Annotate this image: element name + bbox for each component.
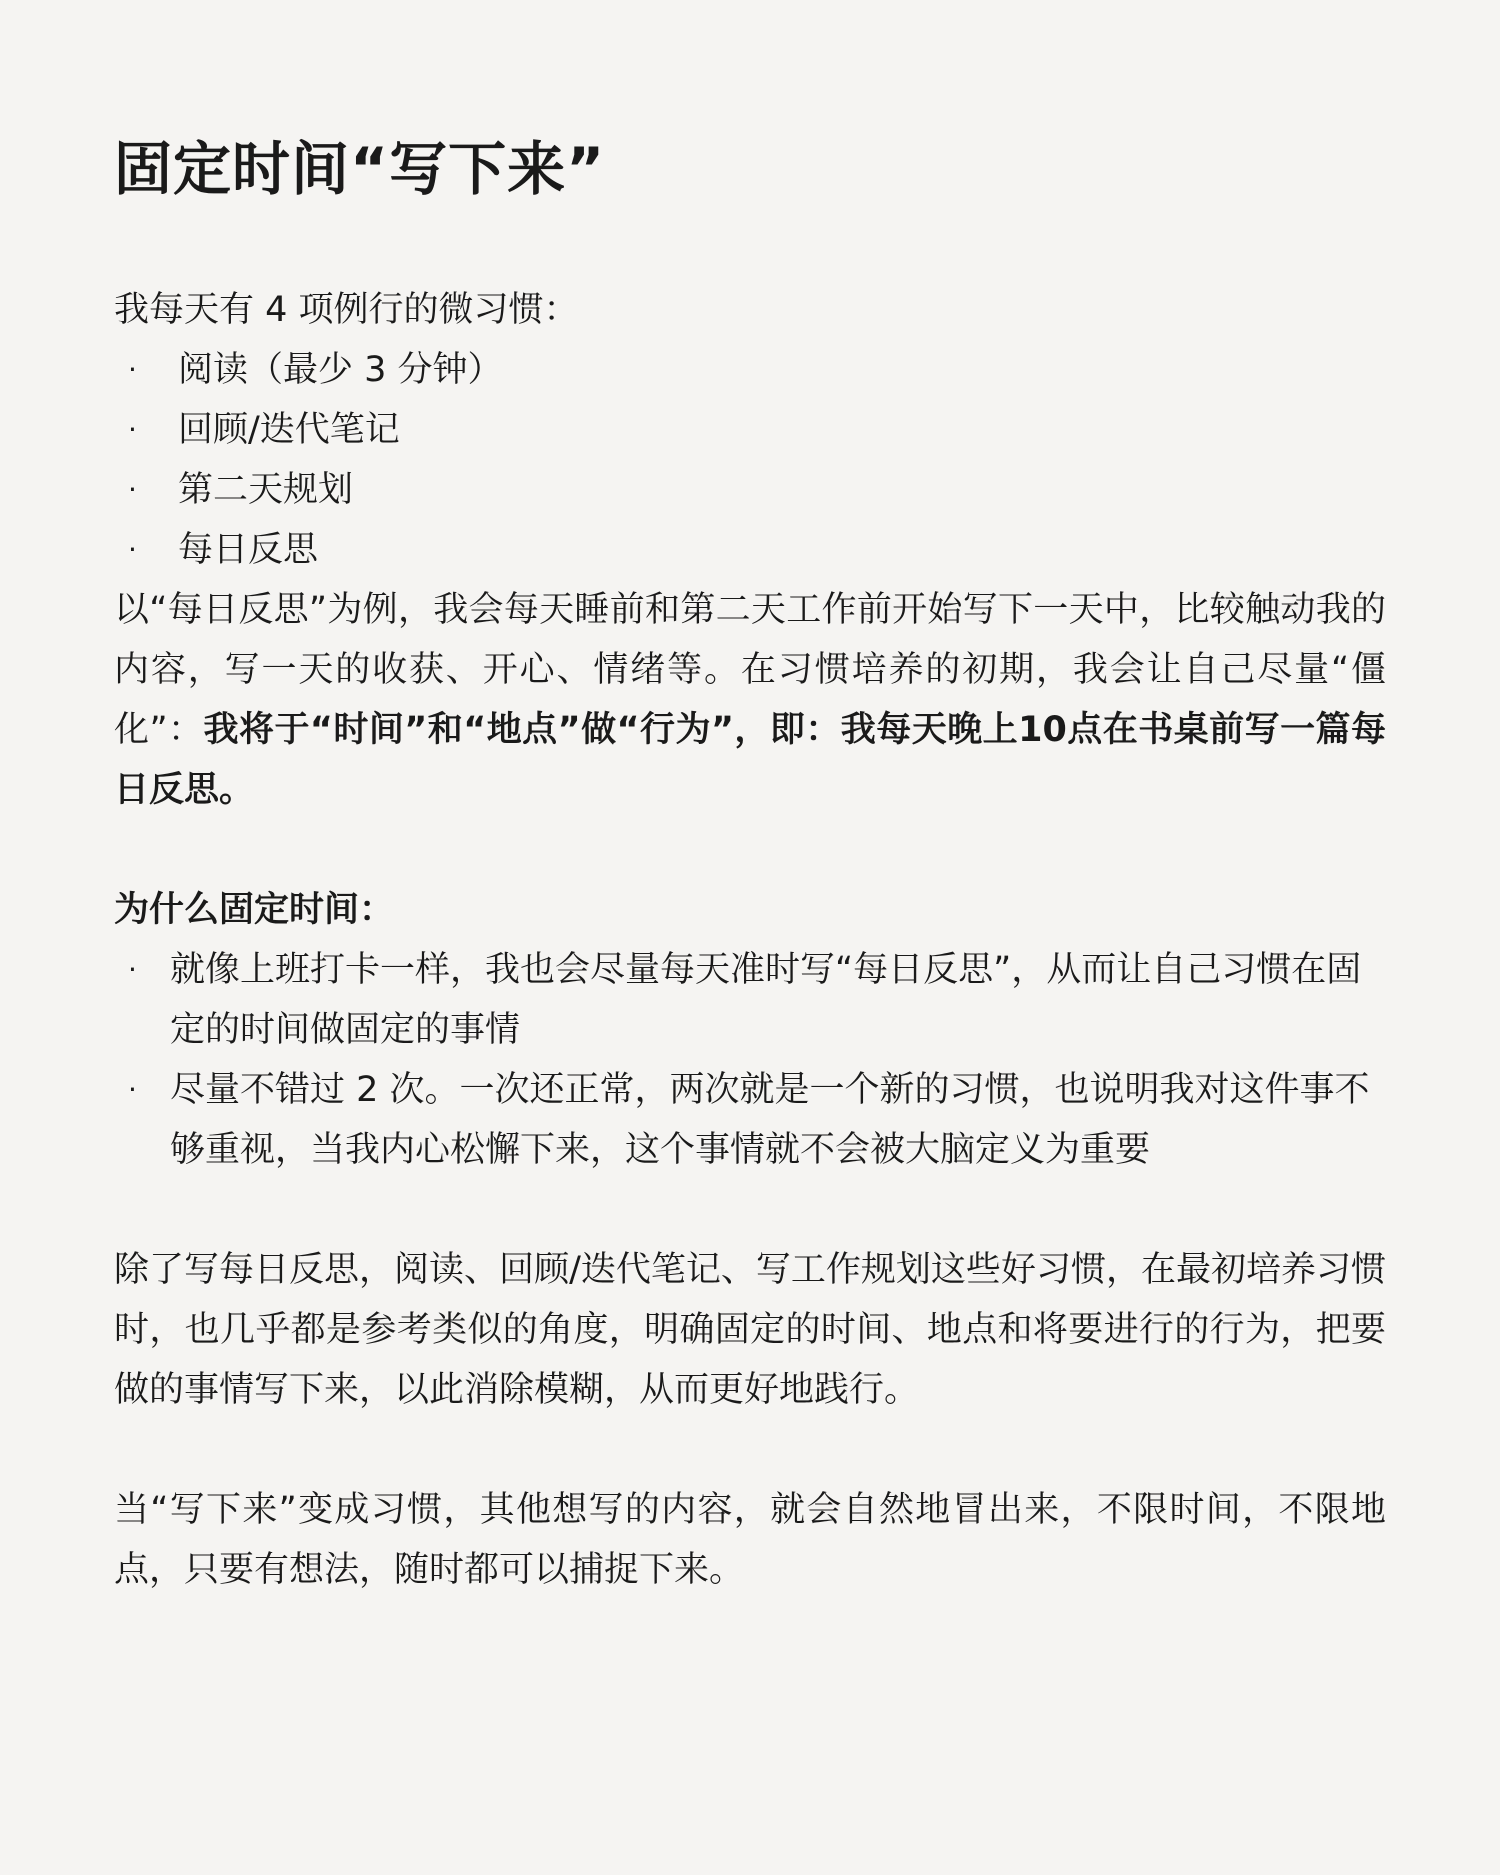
- habit-label: 第二天规划: [178, 470, 354, 510]
- list-item: [114, 940, 1386, 1060]
- bullet-icon: ·: [128, 953, 137, 986]
- example-paragraph: [114, 580, 1386, 820]
- list-item: [114, 460, 1386, 520]
- habit-label: 阅读（最少 3 分钟）: [178, 350, 503, 390]
- example-commitment: 我将于“时间”和“地点”做“行为”，即：我每天晚上10点在书桌前写一篇每日反思。: [114, 710, 1386, 810]
- why-heading: 为什么固定时间：: [114, 890, 395, 930]
- bullet-icon: ·: [128, 413, 137, 446]
- habit-label: 每日反思: [178, 530, 319, 570]
- list-item: [114, 400, 1386, 460]
- list-item: [114, 340, 1386, 400]
- habits-intro: 我每天有 4 项例行的微习惯：: [114, 290, 579, 330]
- summary-paragraph: 除了写每日反思，阅读、回顾/迭代笔记、写工作规划这些好习惯，在最初培养习惯时，也几乎都是参考类似的角度，明确固定的时间、地点和将要进行的行为，把要做的事情写下来，以此消除模糊，从而更好地践行。: [114, 1250, 1386, 1410]
- habit-label: 回顾/迭代笔记: [178, 410, 400, 450]
- reasons-list: [114, 940, 1386, 1180]
- reason-text: 尽量不错过 2 次。一次还正常，两次就是一个新的习惯，也说明我对这件事不够重视，当我内心松懈下来，这个事情就不会被大脑定义为重要: [170, 1070, 1370, 1170]
- bullet-icon: ·: [128, 353, 137, 386]
- bullet-icon: ·: [128, 1073, 137, 1106]
- page-title: 固定时间“写下来”: [114, 135, 606, 203]
- reason-text: 就像上班打卡一样，我也会尽量每天准时写“每日反思”，从而让自己习惯在固定的时间做固定的事情: [170, 950, 1362, 1050]
- bullet-icon: ·: [128, 533, 137, 566]
- closing-paragraph: 当“写下来”变成习惯，其他想写的内容，就会自然地冒出来，不限时间，不限地点，只要有想法，随时都可以捕捉下来。: [114, 1490, 1386, 1590]
- list-item: [114, 1060, 1386, 1180]
- list-item: [114, 520, 1386, 580]
- bullet-icon: ·: [128, 473, 137, 506]
- habits-list: [114, 340, 1386, 580]
- example-text: 以“每日反思”为例，我会每天睡前和第二天工作前开始写下一天中，比较触动我的内容，写一天的收获、开心、情绪等。在习惯培养的初期，我会让自己尽量“僵化”：: [114, 590, 1386, 750]
